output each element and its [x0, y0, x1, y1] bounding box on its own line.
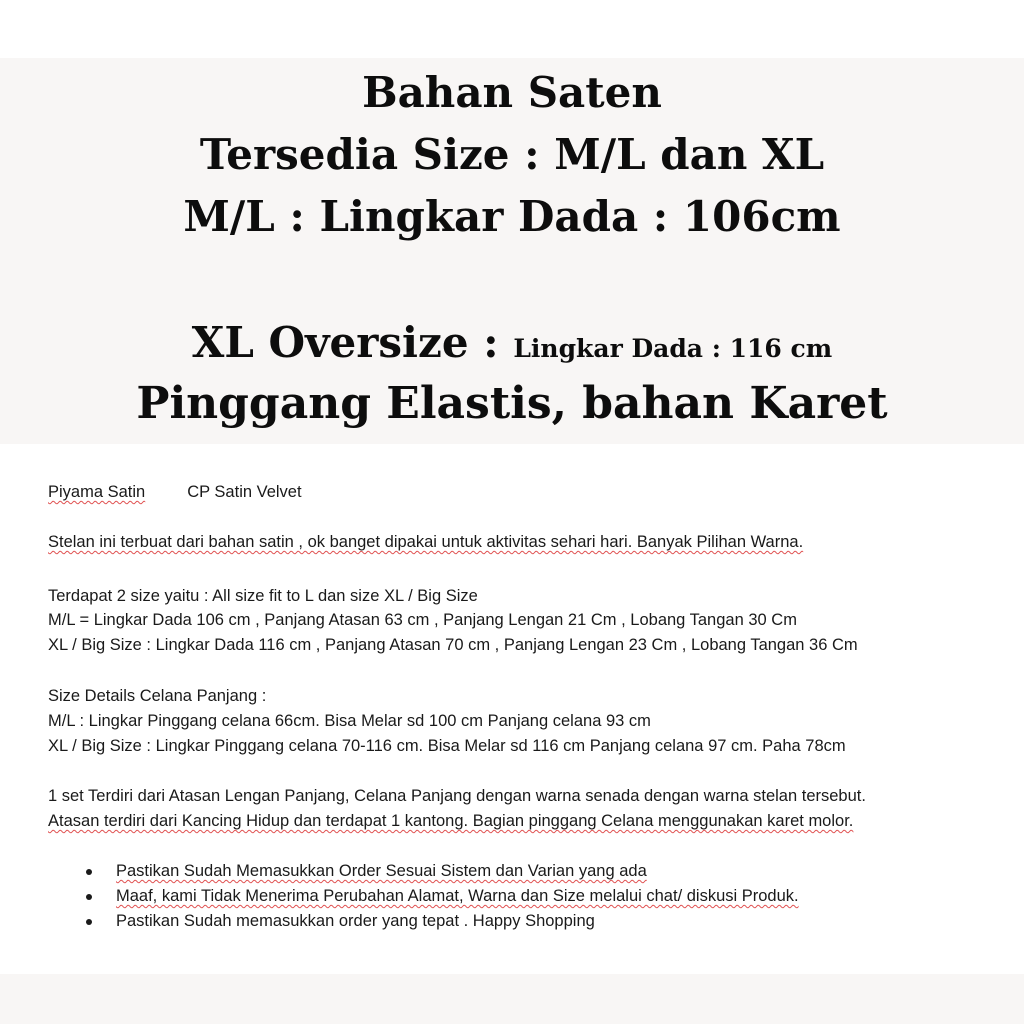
doc-size-ml: M/L = Lingkar Dada 106 cm , Panjang Atasan 63 cm , Panjang Lengan 21 Cm , Lobang Tangan 30 Cm [48, 611, 797, 629]
bullet-dot-icon [86, 869, 92, 875]
headline-xl-oversize [0, 318, 1024, 367]
doc-title [48, 484, 302, 501]
bullet-dot-icon [86, 919, 92, 925]
headline-ml-chest: M/L : Lingkar Dada : 106cm [183, 192, 841, 241]
doc-pants-xl: XL / Big Size : Lingkar Pinggang celana 70-116 cm. Bisa Melar sd 116 cm Panjang celana 97 cm. Paha 78cm [48, 737, 846, 755]
footer-band [0, 974, 1024, 1024]
doc-sizes-intro: Terdapat 2 size yaitu : All size fit to L dan size XL / Big Size [48, 587, 478, 605]
list-item: Pastikan Sudah memasukkan order yang tepat . Happy Shopping [116, 912, 595, 930]
list-item: Pastikan Sudah Memasukkan Order Sesuai Sistem dan Varian yang ada [116, 862, 647, 880]
headline-xl-chest: Lingkar Dada : 116 cm [513, 334, 833, 363]
bullet-dot-icon [86, 894, 92, 900]
doc-intro: Stelan ini terbuat dari bahan satin , ok banget dipakai untuk aktivitas sehari hari. Banyak Pilihan Warna. [48, 533, 804, 551]
doc-pants-ml: M/L : Lingkar Pinggang celana 66cm. Bisa Melar sd 100 cm Panjang celana 93 cm [48, 712, 651, 730]
doc-set-line-2: Atasan terdiri dari Kancing Hidup dan terdapat 1 kantong. Bagian pinggang Celana menggunakan karet molor. [48, 812, 854, 830]
doc-title-a: Piyama Satin [48, 483, 146, 501]
headline-sizes: Tersedia Size : M/L dan XL [199, 130, 825, 179]
headline-xl-label: XL Oversize : [191, 318, 514, 367]
doc-title-b: CP Satin Velvet [187, 483, 302, 501]
doc-set-line-1: 1 set Terdiri dari Atasan Lengan Panjang, Celana Panjang dengan warna senada dengan warna stelan tersebut. [48, 787, 866, 805]
headline-waist: Pinggang Elastis, bahan Karet [136, 378, 888, 429]
doc-pants-heading: Size Details Celana Panjang : [48, 687, 267, 705]
list-item: Maaf, kami Tidak Menerima Perubahan Alamat, Warna dan Size melalui chat/ diskusi Produk. [116, 887, 799, 905]
doc-size-xl: XL / Big Size : Lingkar Dada 116 cm , Panjang Atasan 70 cm , Panjang Lengan 23 Cm , Lobang Tangan 36 Cm [48, 636, 858, 654]
headline-material: Bahan Saten [362, 68, 662, 117]
